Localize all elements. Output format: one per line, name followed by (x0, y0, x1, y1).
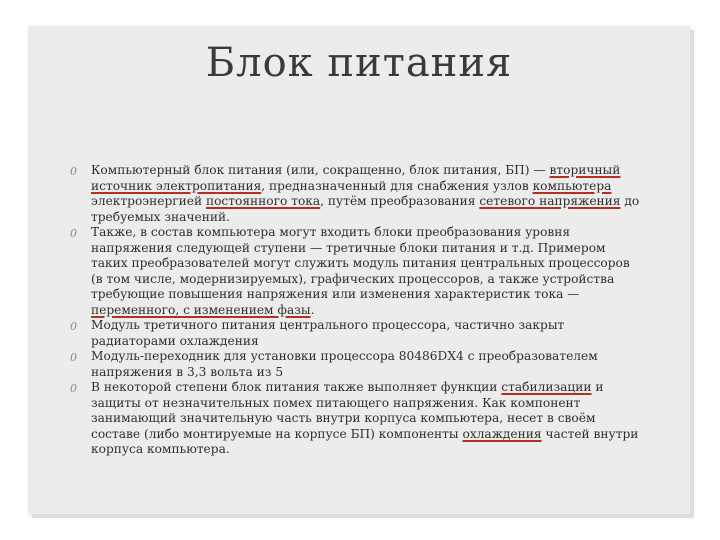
hyperlink[interactable]: переменного, с изменением фазы (91, 302, 311, 317)
hyperlink[interactable]: охлаждения (462, 426, 542, 441)
bullet-marker-icon: 0 (70, 351, 77, 364)
hyperlink[interactable]: вторичный источник электропитания (91, 163, 621, 193)
hyperlink[interactable]: стабилизации (501, 380, 592, 394)
bullet-text: . (310, 302, 315, 317)
bullet-text: до требуемых значений. (91, 194, 640, 224)
bullet-item (70, 163, 642, 225)
bullet-text: Модуль-переходник для установки процессора 80486DX4 с преобразователем напряжения в 3,3 вольта из 5 (91, 349, 598, 379)
bullet-text: Модуль третичного питания центрального процессора, частично закрыт радиаторами охлаждения (91, 318, 565, 348)
bullet-text: и защиты от незначительных помех питающего напряжения. Как компонент занимающий значительную часть внутри корпуса компьютера, несет в своём составе (либо монтируемые на корпусе БП) компоненты (91, 380, 604, 441)
bullet-text: Также, в состав компьютера могут входить блоки преобразования уровня напряжения следующей ступени — третичные блоки питания и т.д. Примером таких преобразователей могут служить модуль питания центральных процессоров (в том числе, модернизируемых), графических процессоров, а также устройства требующие повышения напряжения или изменения характеристик тока — (91, 225, 630, 301)
bullet-marker-icon: 0 (70, 227, 77, 240)
bullet-item (70, 225, 642, 318)
bullet-text: , предназначенный для снабжения узлов (261, 178, 533, 193)
bullet-list (70, 163, 642, 458)
hyperlink[interactable]: сетевого напряжения (479, 194, 621, 208)
bullet-text: Компьютерный блок питания (или, сокращенно, блок питания, БП) — (91, 163, 550, 177)
bullet-marker-icon: 0 (70, 320, 77, 333)
bullet-marker-icon: 0 (70, 382, 77, 395)
bullet-item (70, 349, 642, 380)
bullet-item (70, 318, 642, 349)
bullet-text: частей внутри корпуса компьютера. (91, 426, 639, 456)
hyperlink[interactable]: постоянного тока (205, 194, 321, 208)
bullet-marker-icon: 0 (70, 165, 77, 178)
bullet-text: , путём преобразования (320, 194, 480, 208)
bullet-item (70, 380, 642, 458)
hyperlink[interactable]: компьютера (532, 178, 612, 193)
bullet-text: электроэнергией (91, 194, 206, 208)
bullet-text: В некоторой степени блок питания также выполняет функции (91, 380, 502, 394)
slide-title: Блок питания (205, 40, 513, 86)
